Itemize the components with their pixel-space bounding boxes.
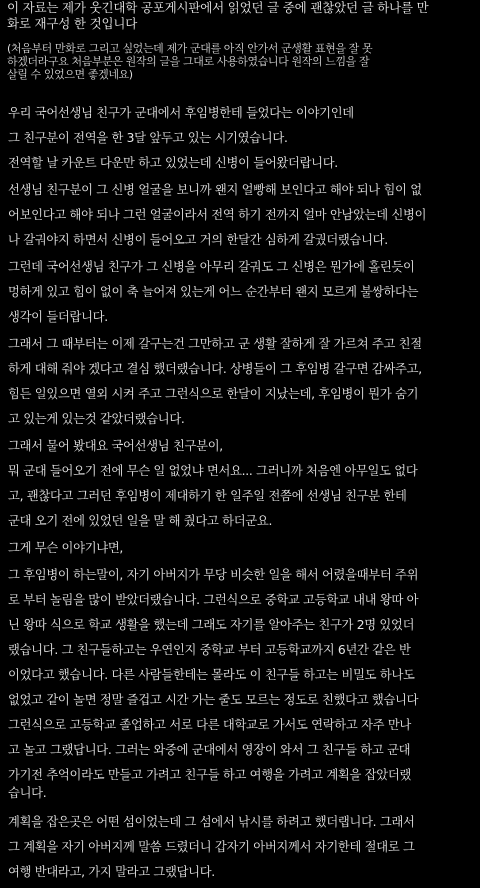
story-line: 뭐 군대 들어오기 전에 무슨 일 없었냐 면서요... 그러니까 처음엔 아무일도 없다 [8, 464, 418, 478]
story-line: 여행 반대라고, 가지 말라고 그랬답니다. [8, 865, 215, 879]
author-note-line: 하겠더라구요 처음부분은 원작의 글을 그대로 사용하였습니다 원작의 느낌을 잘 [7, 55, 370, 68]
story-line: 힘든 일있으면 열외 시켜 주고 그런식으로 한달이 지났는데, 후임병이 뭔가 숨기 [8, 387, 419, 401]
story-line: 전역할 날 카운트 다운만 하고 있었는데 신병이 들어왔더랍니다. [8, 156, 338, 170]
author-note-line: (처음부터 만화로 그리고 싶었는데 제가 군대를 아직 안가서 군생활 표현을 잘 못 [7, 42, 373, 55]
story-line: 이었다고 했습니다. 다른 사람들한테는 몰라도 이 친구들 하고는 비밀도 하나도 [8, 668, 415, 682]
story-line: 계획을 잡은곳은 어떤 섬이었는데 그 섬에서 낚시를 하려고 했더랩니다. 그래서 [8, 815, 415, 829]
story-line: 생각이 들더랍니다. [8, 310, 108, 324]
story-line: 그 후임병이 하는말이, 자기 아버지가 무당 비슷한 일을 해서 어렸을때부터 주위 [8, 568, 419, 582]
story-line: 그 친구분이 전역을 한 3달 앞두고 있는 시기였습니다. [8, 131, 288, 145]
story-line: 없었고 같이 놀면 정말 즐겁고 시간 가는 줄도 모르는 정도로 친했다고 했습니다 [8, 693, 419, 707]
story-line: 그래서 물어 봤대요 국어선생님 친구분이, [8, 439, 223, 453]
story-line: 고, 괜찮다고 그러던 후임병이 제대하기 한 일주일 전쯤에 선생님 친구분 한테 [8, 489, 407, 503]
story-line: 그런식으로 고등학교 졸업하고 서로 다른 대학교로 가서도 연락하고 자주 만나 [8, 718, 412, 732]
story-line: 습니다. [8, 786, 47, 800]
story-line: 고 놀고 그랬답니다. 그러는 와중에 군대에서 영장이 와서 그 친구들 하고 군대 [8, 743, 411, 757]
story-line: 닌 왕따 식으로 학교 생활을 했는데 그래도 자기를 알아주는 친구가 2명 있었더 [8, 618, 415, 632]
author-note-line: 살릴 수 있었으면 좋겠네요) [7, 68, 133, 81]
story-line: 그런데 국어선생님 친구가 그 신병을 아무리 갈궈도 그 신병은 뭔가에 홀린듯이 [8, 260, 415, 274]
story-line: 그래서 그 때부터는 이제 갈구는건 그만하고 군 생활 잘하게 잘 가르쳐 주고 친절 [8, 337, 422, 351]
story-line: 어보인다고 해야 되나 그런 얼굴이라서 전역 하기 전까지 얼마 안남았는데 신병이 [8, 208, 427, 222]
story-line: 하게 대해 줘야 겠다고 결심 했더랬습니다. 상병들이 그 후임병 갈구면 감싸주고, [8, 362, 422, 376]
story-line: 우리 국어선생님 친구가 군대에서 후임병한테 들었다는 이야기인데 [8, 106, 354, 120]
story-line: 나 갈궈야지 하면서 신병이 들어오고 거의 한달간 심하게 갈궜더랬습니다. [8, 233, 388, 247]
story-line: 랬습니다. 그 친구들하고는 우연인지 중학교 부터 고등학교까지 6년간 같은 반 [8, 643, 411, 657]
intro-line: 이 자료는 제가 웃긴대학 공포게시판에서 읽었던 글 중에 괜찮았던 글 하나를 만 [7, 0, 429, 15]
story-line: 선생님 친구분이 그 신병 얼굴을 보니까 왠지 얼빵해 보인다고 해야 되나 힘이 없 [8, 183, 422, 197]
story-line: 고 있는게 있는것 같았더랬습니다. [8, 412, 185, 426]
story-line: 군대 오기 전에 있었던 일을 말 해 줬다고 하더군요. [8, 514, 273, 528]
intro-line: 화로 재구성 한 것입니다 [7, 16, 138, 31]
story-line: 그 계획을 자기 아버지께 말씀 드렸더니 갑자기 아버지께서 자기한테 절대로 그 [8, 840, 415, 854]
story-line: 로 부터 놀림을 많이 받았더랬습니다. 그런식으로 중학교 고등학교 내내 왕따 아 [8, 593, 419, 607]
story-line: 가기전 추억이라도 만들고 가려고 친구들 하고 여행을 가려고 계획을 잡았더랬 [8, 768, 412, 782]
story-line: 멍하게 있고 힘이 없이 축 늘어져 있는게 어느 순간부터 왠지 모르게 불쌍하다는 [8, 285, 419, 299]
story-line: 그게 무슨 이야기냐면, [8, 541, 124, 555]
